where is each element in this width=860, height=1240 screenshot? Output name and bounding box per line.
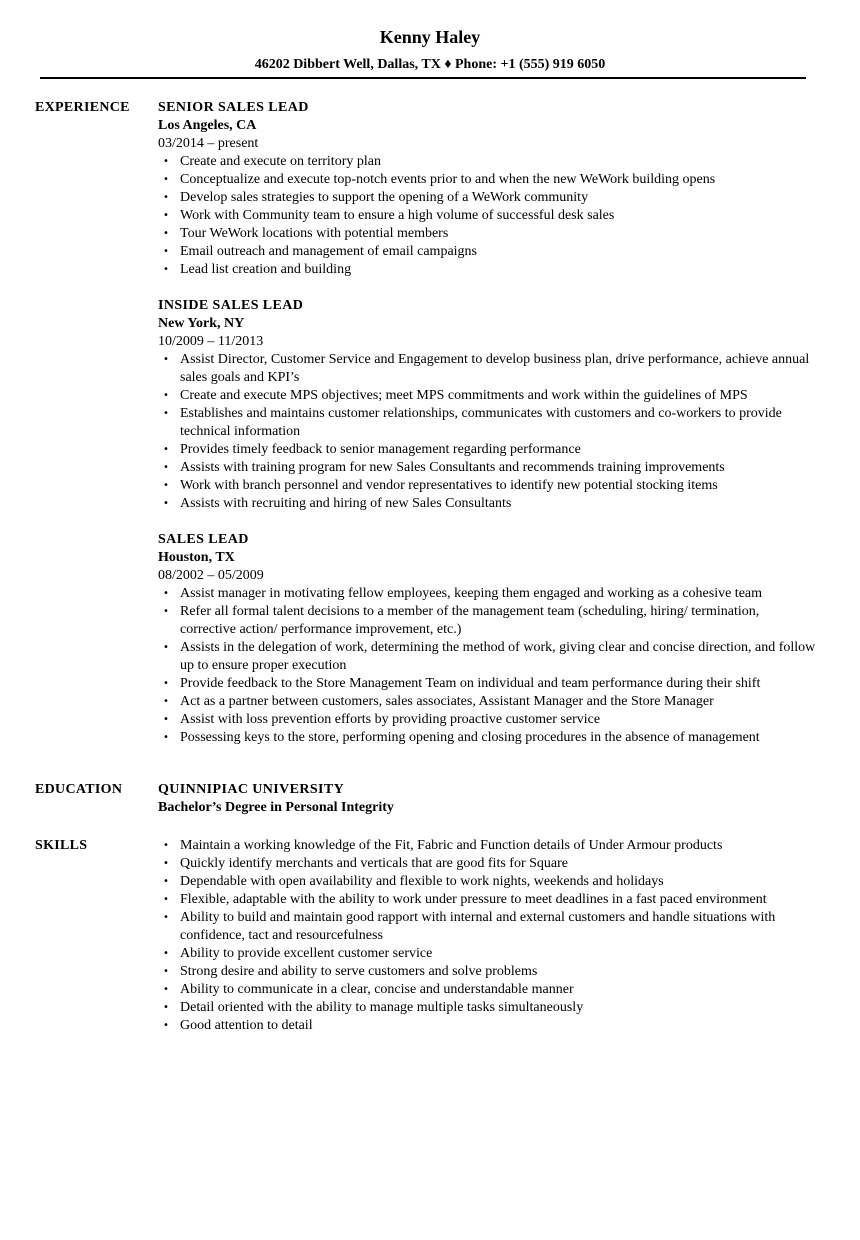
job-bullets (158, 351, 818, 513)
education-entry (158, 781, 818, 817)
skill-item: • Dependable with open availability and flexible to work nights, weekends and holidays (158, 873, 818, 891)
job-title: SENIOR SALES LEAD (158, 100, 309, 115)
skill-item: • Ability to provide excellent customer service (158, 945, 818, 963)
bullet-item: • Lead list creation and building (158, 261, 818, 279)
skill-item: • Quickly identify merchants and verticals that are good fits for Square (158, 855, 818, 873)
candidate-name: Kenny Haley (379, 27, 481, 47)
bullet-item: • Assist Director, Customer Service and Engagement to develop business plan, drive performance, achieve annual sales goals and KPI’s (158, 351, 818, 387)
bullet-item: • Establishes and maintains customer relationships, communicates with customers and co-workers to provide technical information (158, 405, 818, 441)
job-location: New York, NY (158, 316, 245, 331)
job-location: Houston, TX (158, 550, 235, 565)
bullet-item: • Assist with loss prevention efforts by providing proactive customer service (158, 711, 818, 729)
skill-item: • Detail oriented with the ability to manage multiple tasks simultaneously (158, 999, 818, 1017)
bullet-item: • Create and execute MPS objectives; meet MPS commitments and work within the guidelines of MPS (158, 387, 818, 405)
bullet-item: • Assists with training program for new Sales Consultants and recommends training improvements (158, 459, 818, 477)
bullet-item: • Assists with recruiting and hiring of new Sales Consultants (158, 495, 818, 513)
job-entry (158, 99, 818, 279)
experience-list (158, 99, 818, 747)
bullet-item: • Provides timely feedback to senior management regarding performance (158, 441, 818, 459)
job-bullets (158, 585, 818, 747)
bullet-item: • Assist manager in motivating fellow employees, keeping them engaged and working as a cohesive team (158, 585, 818, 603)
job-entry (158, 531, 818, 747)
job-dates: 08/2002 – 05/2009 (158, 568, 264, 583)
bullet-item: • Work with branch personnel and vendor representatives to identify new potential stocking items (158, 477, 818, 495)
job-dates: 10/2009 – 11/2013 (158, 334, 264, 349)
bullet-item: • Work with Community team to ensure a high volume of successful desk sales (158, 207, 818, 225)
header-divider (40, 77, 806, 79)
bullet-item: • Tour WeWork locations with potential members (158, 225, 818, 243)
skill-item: • Ability to communicate in a clear, concise and understandable manner (158, 981, 818, 999)
bullet-item: • Assists in the delegation of work, determining the method of work, giving clear and concise direction, and follow up to ensure proper execution (158, 639, 818, 675)
degree-name: Bachelor’s Degree in Personal Integrity (158, 800, 394, 815)
skill-item: • Maintain a working knowledge of the Fit, Fabric and Function details of Under Armour products (158, 837, 818, 855)
job-bullets (158, 153, 818, 279)
section-label-experience: EXPERIENCE (35, 100, 130, 115)
section-label-education: EDUCATION (35, 782, 123, 797)
bullet-item: • Conceptualize and execute top-notch events prior to and when the new WeWork building opens (158, 171, 818, 189)
bullet-item: • Possessing keys to the store, performing opening and closing procedures in the absence of management (158, 729, 818, 747)
resume-header (0, 0, 860, 74)
job-title: INSIDE SALES LEAD (158, 298, 304, 313)
skill-item: • Ability to build and maintain good rapport with internal and external customers and handle situations with confidence, tact and resourcefulness (158, 909, 818, 945)
bullet-item: • Refer all formal talent decisions to a member of the management team (scheduling, hiring/ termination, corrective action/ performance improvement, etc.) (158, 603, 818, 639)
contact-line: 46202 Dibbert Well, Dallas, TX ♦ Phone: +1 (555) 919 6050 (254, 57, 606, 72)
skill-item: • Good attention to detail (158, 1017, 818, 1035)
school-name: QUINNIPIAC UNIVERSITY (158, 782, 345, 797)
bullet-item: • Act as a partner between customers, sales associates, Assistant Manager and the Store Manager (158, 693, 818, 711)
skill-item: • Strong desire and ability to serve customers and solve problems (158, 963, 818, 981)
skills-list (158, 837, 818, 1035)
job-title: SALES LEAD (158, 532, 249, 547)
skills-list-container (158, 837, 818, 1035)
bullet-item: • Create and execute on territory plan (158, 153, 818, 171)
bullet-item: • Develop sales strategies to support the opening of a WeWork community (158, 189, 818, 207)
skill-item: • Flexible, adaptable with the ability to work under pressure to meet deadlines in a fast paced environment (158, 891, 818, 909)
bullet-item: • Email outreach and management of email campaigns (158, 243, 818, 261)
section-label-skills: SKILLS (35, 838, 88, 853)
job-dates: 03/2014 – present (158, 136, 259, 151)
bullet-item: • Provide feedback to the Store Management Team on individual and team performance during their shift (158, 675, 818, 693)
job-location: Los Angeles, CA (158, 118, 257, 133)
job-entry (158, 297, 818, 513)
